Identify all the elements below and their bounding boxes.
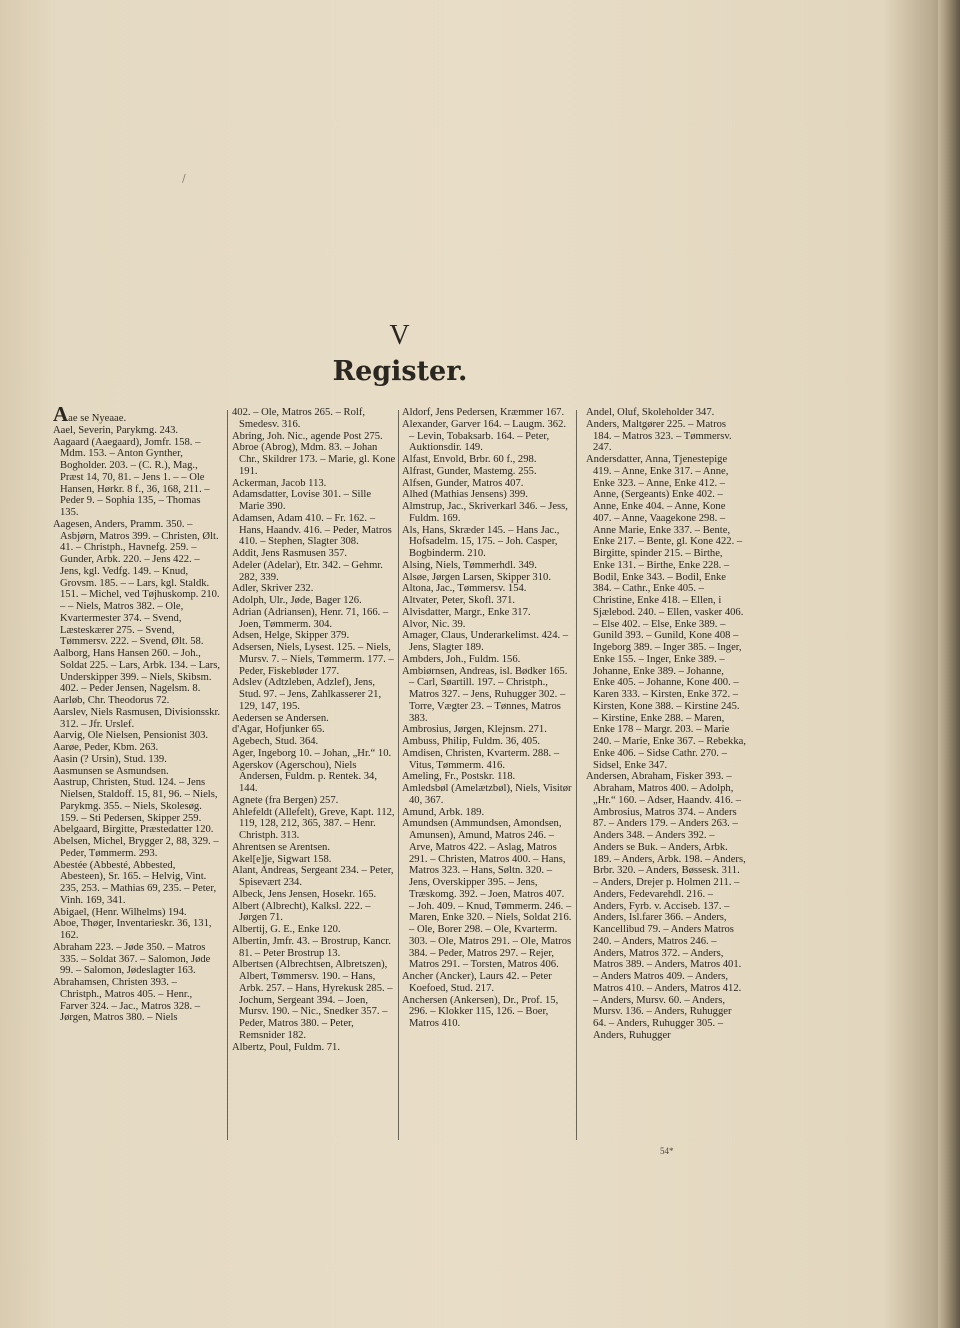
register-entry: Aagesen, Anders, Pramm. 350. – Asbjørn, Matros 399. – Christen, Ølt. 41. – Christph., Havnefg. 259. – Gunder, Arbk. 220. – Jens 422. – Jens, kgl. Vedfg. 149. – Knud, Grovsm. 185. – – Lars, kgl. Staldk. 151. – Michel, ved Tøjhuskomp. 210. – – Niels, Matros 382. – Ole, Kvartermester 374. – Svend, Læsteskærer 275. – Svend, Tømmersv. 222. – Svend, Ølt. 58. — [53, 518, 220, 648]
register-entry: Anders, Maltgører 225. – Matros 184. – Matros 323. – Tømmersv. 247. — [586, 418, 732, 454]
register-entry: Alexander, Garver 164. – Laugm. 362. – Levin, Tobaksarb. 164. – Peter, Auktionsdir. 149. — [402, 418, 567, 454]
register-entry: Aagaard (Aaegaard), Jomfr. 158. – Mdm. 153. – Anton Gynther, Bogholder. 203. – (C. R.), Mag., Præst 14, 70, 81. – Jens 1. – – Ole Hansen, Hørkr. 8 f., 36, 168, 211. – Peder 9. – Sophia 135, – Thomas 135. — [53, 436, 210, 518]
register-entry: Aarslev, Niels Rasmusen, Divisionsskr. 312. – Jfr. Urslef. — [53, 706, 221, 730]
register-entry: Aael, Severin, Parykmg. 243. — [53, 424, 179, 436]
register-entry: Albertsen (Albrechtsen, Albretszen), Albert, Tømmersv. 190. – Hans, Arbk. 257. – Hans, Hyrekusk 285. – Jochum, Sergeant 394. – Joen, Mursv. 190. – Nic., Snedker 357. – Peder, Matros 380. – Peter, Remsnider 182. — [232, 959, 393, 1041]
register-entry: Agebech, Stud. 364. — [232, 736, 319, 747]
register-entry: Aasin (? Ursin), Stud. 139. — [53, 753, 167, 765]
register-entry: Anchersen (Ankersen), Dr., Prof. 15, 296. – Klokker 115, 126. – Boer, Matros 410. — [402, 994, 559, 1029]
register-entry: Ahrentsen se Arentsen. — [232, 841, 330, 853]
register-entry: Abraham 223. – Jøde 350. – Matros 335. – Soldat 367. – Salomon, Jøde 99. – Salomon, Jødeslagter 163. — [53, 941, 211, 977]
register-entry: Altvater, Peter, Skofl. 371. — [402, 595, 516, 606]
register-entry: Aarøe, Peder, Kbm. 263. — [53, 742, 159, 753]
register-entry: Abelsen, Michel, Brygger 2, 88, 329. – Peder, Tømmerm. 293. — [53, 836, 219, 859]
register-entry: Amdisen, Christen, Kvarterm. 288. – Vitus, Tømmerm. 416. — [402, 747, 560, 771]
register-entry: Adamsdatter, Lovise 301. – Sille Marie 390. — [232, 489, 372, 512]
register-column-2 — [232, 407, 398, 1053]
register-entry: Altona, Jac., Tømmersv. 154. — [402, 583, 527, 595]
register-entry: Adsersen, Niels, Lysest. 125. – Niels, Mursv. 7. – Niels, Tømmerm. 177. – Peder, Fiskebløder 177. — [232, 642, 394, 677]
register-entry: d'Agar, Hofjunker 65. — [232, 724, 325, 736]
pencil-mark: / — [182, 172, 186, 185]
register-entry: Alvisdatter, Margr., Enke 317. — [402, 606, 531, 618]
signature-mark: 54* — [660, 1146, 674, 1156]
register-entry: Ahlefeldt (Allefelt), Greve, Kapt. 112, 119, 128, 212, 365, 387. – Henr. Christph. 313. — [232, 806, 395, 841]
register-entry: Abrahamsen, Christen 393. – Christph., Matros 405. – Henr., Farver 324. – Jac., Matros 328. – Jørgen, Matros 380. – Niels — [53, 977, 201, 1024]
register-entry: Agnete (fra Bergen) 257. — [232, 794, 339, 806]
register-entry: Abroe (Abrog), Mdm. 83. – Johan Chr., Skildrer 173. – Marie, gl. Kone 191. — [232, 442, 396, 477]
register-entry: Abring, Joh. Nic., agende Post 275. — [232, 430, 383, 442]
register-entry: Aastrup, Christen, Stud. 124. – Jens Nielsen, Staldoff. 15, 81, 96. – Niels, Parykmg. 355. – Niels, Skolesøg. 159. – Sti Pedersen, Skipper 259. — [53, 777, 218, 824]
register-entry: Amager, Claus, Underarkelimst. 424. – Jens, Slagter 189. — [402, 630, 569, 653]
register-entry: 402. – Ole, Matros 265. – Rolf, Smedesv. 316. — [232, 407, 366, 430]
register-entry: Akel[e]je, Sigwart 158. — [232, 853, 332, 865]
column-rule — [576, 410, 577, 1140]
register-entry: Ameling, Fr., Postskr. 118. — [402, 771, 516, 783]
register-entry: Alant, Andreas, Sergeant 234. – Peter, Spisevært 234. — [232, 865, 394, 888]
register-entry: Alfast, Envold, Brbr. 60 f., 298. — [402, 454, 537, 465]
register-entry: Abigael, (Henr. Wilhelms) 194. — [53, 906, 187, 918]
register-entry: Andersen, Abraham, Fisker 393. – Abraham, Matros 400. – Adolph, „Hr.“ 160. – Adser, Haandv. 416. – Ambrosius, Matros 374. – Anders 87. – Anders 179. – Anders 263. – Anders 348. – Anders 392. – Anders se Buk. – Anders, Arbk. 189. – Anders, Arbk. 198. – Anders, Brbr. 320. – Anders, Bøssesk. 311. – Anders, Drejer p. Holmen 211. – Anders, Fedevarehdl. 216. – Anders, Fyrb. v. Acciseb. 137. – Anders, Isl.farer 366. – Anders, Kancellibud 79. – Anders Matros 240. – Anders, Matros 246. – Anders, Matros 372. – Anders, Matros 389. – Anders, Matros 401. – Anders Matros 409. – Anders, Matros 410. – Anders, Matros 412. – Anders, Mursv. 60. – Anders, Mursv. 136. – Anders, Ruhugger 64. – Anders, Ruhugger 305. – Anders, Ruhugger — [586, 771, 746, 1041]
register-entry: Ager, Ingeborg 10. – Johan, „Hr.“ 10. — [232, 747, 392, 759]
register-entry: Aasmunsen se Asmundsen. — [53, 765, 169, 777]
register-entry: Ambiørnsen, Andreas, isl. Bødker 165. – Carl, Søartill. 197. – Christph., Matros 327. – Jens, Ruhugger 302. – Torre, Vægter 23. – Tønnes, Matros 383. — [402, 665, 568, 724]
register-entry: Ambuss, Philip, Fuldm. 36, 405. — [402, 736, 541, 747]
page-title: Register. — [332, 356, 468, 387]
register-entry: Alvor, Nic. 39. — [402, 618, 466, 630]
register-entry: Alsing, Niels, Tømmerhdl. 349. — [402, 559, 537, 571]
register-entry: Als, Hans, Skræder 145. – Hans Jac., Hofsadelm. 15, 175. – Joh. Casper, Bogbinderm. 210. — [402, 524, 560, 559]
register-entry: Agerskov (Agerschou), Niels Andersen, Fuldm. p. Rentek. 34, 144. — [232, 759, 377, 794]
register-entry-first — [53, 402, 221, 426]
register-entry: Albertz, Poul, Fuldm. 71. — [232, 1041, 340, 1053]
register-entry: Aalborg, Hans Hansen 260. – Joh., Soldat 225. – Lars, Arbk. 134. – Lars, Underskipper 399. – Niels, Skibsm. 402. – Peder Jensen, Nagelsm. 8. — [53, 648, 221, 695]
register-entry: Alfsen, Gunder, Matros 407. — [402, 477, 524, 489]
register-entry: Adrian (Adriansen), Henr. 71, 166. – Joen, Tømmerm. 304. — [232, 606, 389, 630]
register-entry: Adler, Skriver 232. — [232, 583, 314, 595]
register-column-1 — [53, 402, 221, 1024]
register-entry: Amund, Arbk. 189. — [402, 806, 485, 818]
first-entry-text: ae se Nyeaae. — [68, 413, 127, 424]
register-entry: Aldorf, Jens Pedersen, Kræmmer 167. — [402, 407, 565, 418]
register-entry: Aboe, Thøger, Inventarieskr. 36, 131, 162. — [53, 918, 212, 941]
register-entry: Abestée (Abbesté, Abbested, Abesteen), Sr. 165. – Helvig, Vint. 235, 253. – Mathias 69, 235. – Peter, Vinh. 169, 341. — [53, 859, 217, 906]
register-entry: Adolph, Ulr., Jøde, Bager 126. — [232, 595, 362, 606]
register-entry: Adeler (Adelar), Etr. 342. – Gehmr. 282, 339. — [232, 559, 383, 583]
register-entry: Albertij, G. E., Enke 120. — [232, 924, 341, 935]
column-rule — [398, 410, 399, 1140]
register-entry: Almstrup, Jac., Skriverkarl 346. – Jess, Fuldm. 169. — [402, 501, 568, 524]
register-entry: Amledsbøl (Amelætzbøl), Niels, Visitør 40, 367. — [402, 783, 572, 806]
register-entry: Ancher (Ancker), Laurs 42. – Peter Koefoed, Stud. 217. — [402, 971, 552, 994]
register-entry: Albeck, Jens Jensen, Hosekr. 165. — [232, 888, 377, 900]
register-entry: Adsen, Helge, Skipper 379. — [232, 630, 350, 642]
column-rule — [227, 410, 228, 1140]
register-column-4 — [586, 407, 746, 1042]
register-entry: Andersdatter, Anna, Tjenestepige 419. – Anne, Enke 317. – Anne, Enke 323. – Anne, Enke 412. – Anne, (Sergeants) Enke 402. – Anne, Enke 404. – Anne, Kone 407. – Anne, Vaagekone 298. – Anne Marie, Enke 337. – Bente, Enke 217. – Bente, gl. Kone 422. – Birgitte, spinder 215. – Birthe, Enke 131. – Birthe, Enke 228. – Bodil, Enke 343. – Bodil, Enke 384. – Cathr., Enke 405. – Christine, Enke 418. – Ellen, i Sjælebod. 240. – Ellen, vasker 406. – Else 402. – Else, Enke 389. – Gunild 393. – Gunild, Kone 408 – Ingeborg 389. – Inger 385. – Inger, Enke 155. – Inger, Enke 389. – Johanne, Enke 389. – Johanne, Enke 405. – Johanne, Kone 400. – Karen 333. – Kirsten, Enke 372. – Kirsten, Kone 388. – Kirstine 245. – Kirstine, Enke 288. – Maren, Enke 178 – Margr. 203. – Marie 240. – Marie, Enke 367. – Rebekka, Enke 406. – Sidse Cathr. 270. – Sidsel, Enke 347. — [586, 454, 746, 771]
register-entry: Adamsen, Adam 410. – Fr. 162. – Hans, Haandv. 416. – Peder, Matros 410. – Stephen, Slagter 308. — [232, 512, 392, 548]
register-entry: Addit, Jens Rasmusen 357. — [232, 548, 348, 559]
register-entry: Ambders, Joh., Fuldm. 156. — [402, 653, 521, 665]
register-entry: Andel, Oluf, Skoleholder 347. — [586, 407, 715, 418]
initial-letter: A — [53, 402, 69, 426]
register-entry: Aarløb, Chr. Theodorus 72. — [53, 695, 170, 706]
register-entry: Abelgaard, Birgitte, Præstedatter 120. — [53, 824, 214, 836]
register-entry: Alfrast, Gunder, Mastemg. 255. — [402, 465, 537, 477]
register-entry: Amundsen (Ammundsen, Amondsen, Amunsen), Amund, Matros 246. – Arve, Matros 422. – Aslag, Matros 291. – Christen, Matros 400. – Hans, Matros 323. – Hans, Søltn. 320. – Jens, Overskipper 395. – Jens, Træskomg. 392. – Joen, Matros 407. – Joh. 409. – Knud, Tømmerm. 246. – Maren, Enke 320. – Niels, Soldat 216. – Ole, Borer 298. – Ole, Kvarterm. 303. – Ole, Matros 291. – Ole, Matros 384. – Peder, Matros 297. – Rejer, Matros 291. – Torsten, Matros 406. — [402, 818, 572, 971]
register-entry: Alsøe, Jørgen Larsen, Skipper 310. — [402, 571, 551, 583]
register-entry: Aedersen se Andersen. — [232, 712, 329, 724]
register-entry: Alhed (Mathias Jensens) 399. — [402, 489, 528, 501]
register-entry: Albert (Albrecht), Kalksl. 222. – Jørgen 71. — [232, 900, 371, 924]
page-edge-shadow — [938, 0, 960, 1328]
section-numeral: V — [389, 320, 411, 351]
register-entry: Ambrosius, Jørgen, Klejnsm. 271. — [402, 724, 547, 736]
register-entry: Ackerman, Jacob 113. — [232, 477, 327, 489]
register-entry: Adslev (Adtzleben, Adzlef), Jens, Stud. 97. – Jens, Zahlkasserer 21, 129, 147, 195. — [232, 677, 382, 712]
register-entry: Aarvig, Ole Nielsen, Pensionist 303. — [53, 730, 209, 742]
register-column-3 — [402, 407, 572, 1030]
register-entry: Albertin, Jmfr. 43. – Brostrup, Kancr. 81. – Peter Brostrup 13. — [232, 935, 391, 959]
